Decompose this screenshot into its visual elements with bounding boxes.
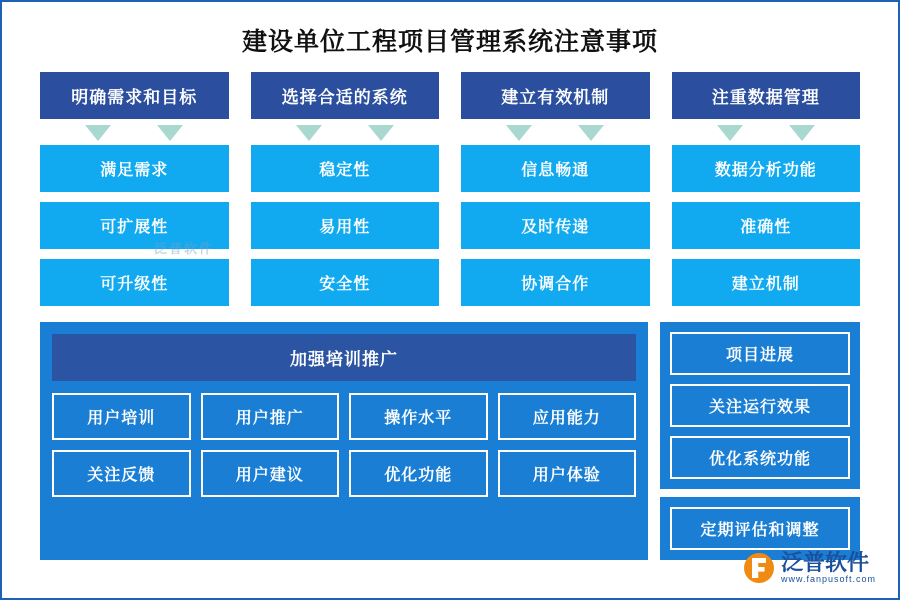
right-cell: 项目进展 <box>670 332 850 375</box>
grid-cell: 用户建议 <box>201 450 340 497</box>
column-item: 准确性 <box>672 202 861 249</box>
grid-cell: 用户推广 <box>201 393 340 440</box>
column-header-1: 明确需求和目标 <box>40 72 229 119</box>
down-arrow-icon <box>717 125 743 141</box>
down-arrow-icon <box>789 125 815 141</box>
arrow-group-4 <box>672 119 861 145</box>
down-arrow-icon <box>296 125 322 141</box>
right-cell: 关注运行效果 <box>670 384 850 427</box>
down-arrow-icon <box>157 125 183 141</box>
grid-cell: 用户培训 <box>52 393 191 440</box>
column-4 <box>672 72 861 316</box>
column-header-4: 注重数据管理 <box>672 72 861 119</box>
right-cell: 优化系统功能 <box>670 436 850 479</box>
right-cell: 定期评估和调整 <box>670 507 850 550</box>
logo-name: 泛普软件 <box>780 550 869 575</box>
training-grid <box>52 393 636 497</box>
down-arrow-icon <box>368 125 394 141</box>
down-arrow-icon <box>85 125 111 141</box>
arrow-group-3 <box>461 119 650 145</box>
column-item: 协调合作 <box>461 259 650 306</box>
column-item: 建立机制 <box>672 259 861 306</box>
grid-cell: 应用能力 <box>498 393 637 440</box>
company-logo <box>744 552 876 584</box>
column-item: 安全性 <box>251 259 440 306</box>
right-group-one <box>660 322 860 489</box>
column-header-2: 选择合适的系统 <box>251 72 440 119</box>
column-2 <box>251 72 440 316</box>
watermark-text: 泛普软件 <box>154 241 215 256</box>
down-arrow-icon <box>506 125 532 141</box>
column-item: 易用性 <box>251 202 440 249</box>
columns-container <box>2 58 898 316</box>
logo-mark-icon <box>744 553 774 583</box>
training-panel-title: 加强培训推广 <box>52 334 636 381</box>
column-item: 可升级性 <box>40 259 229 306</box>
column-3 <box>461 72 650 316</box>
logo-domain: www.fanpusoft.com <box>780 574 876 584</box>
grid-cell: 优化功能 <box>349 450 488 497</box>
down-arrow-icon <box>578 125 604 141</box>
training-panel <box>40 322 648 560</box>
arrow-group-1 <box>40 119 229 145</box>
column-item: 及时传递 <box>461 202 650 249</box>
column-item: 可扩展性 <box>40 202 229 249</box>
page-title: 建设单位工程项目管理系统注意事项 <box>241 29 658 56</box>
arrow-group-2 <box>251 119 440 145</box>
column-item: 稳定性 <box>251 145 440 192</box>
grid-cell: 用户体验 <box>498 450 637 497</box>
column-item: 满足需求 <box>40 145 229 192</box>
grid-cell: 关注反馈 <box>52 450 191 497</box>
right-panel-divider <box>660 489 860 497</box>
column-header-3: 建立有效机制 <box>461 72 650 119</box>
column-1 <box>40 72 229 316</box>
column-item: 信息畅通 <box>461 145 650 192</box>
logo-text <box>781 552 876 584</box>
column-item: 数据分析功能 <box>672 145 861 192</box>
grid-cell: 操作水平 <box>349 393 488 440</box>
bottom-section <box>2 316 898 560</box>
right-panel <box>660 322 860 560</box>
